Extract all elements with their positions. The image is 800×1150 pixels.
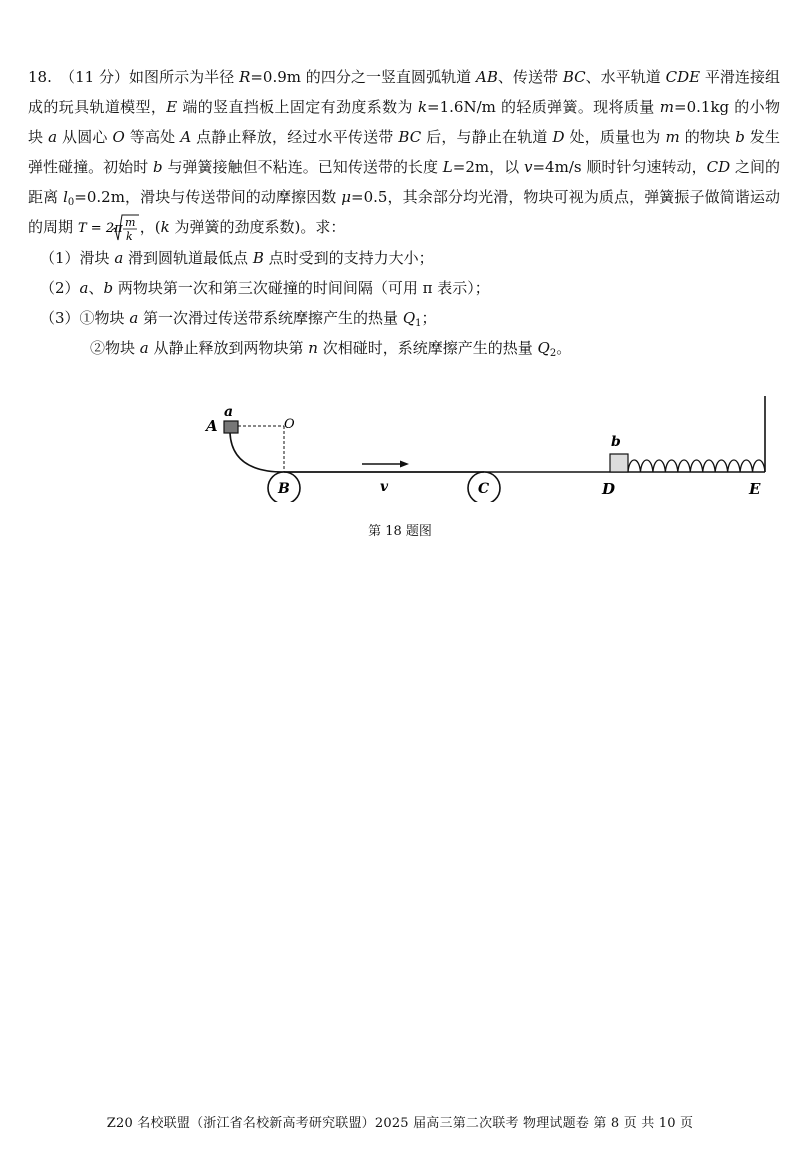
- italic-symbol: a: [48, 128, 58, 146]
- italic-symbol: b: [735, 128, 745, 146]
- italic-symbol: m: [665, 128, 680, 146]
- subscript: 0: [67, 197, 75, 208]
- period-formula: [78, 213, 140, 244]
- italic-symbol: a: [79, 279, 89, 298]
- italic-symbol: BC: [562, 68, 586, 86]
- italic-symbol: B: [252, 249, 264, 268]
- formula-lhs: T = 2π: [77, 220, 123, 236]
- italic-symbol: n: [308, 339, 318, 358]
- italic-symbol: R: [239, 68, 251, 86]
- label-B: B: [278, 481, 290, 497]
- italic-symbol: a: [139, 339, 149, 358]
- italic-symbol: b: [103, 279, 114, 298]
- label-D: D: [602, 480, 616, 498]
- italic-symbol: L: [442, 158, 453, 176]
- italic-symbol: a: [129, 309, 139, 328]
- block-a: [224, 421, 238, 433]
- problem-intro-text: （11 分）如图所示为半径 R=0.9m 的四分之一竖直圆弧轨道 AB、传送带 BC、水平轨道 CDE 平滑连接组成的玩具轨道模型，E 端的竖直挡板上固定有劲度系数为 k=1.6N/m 的轻质弹簧。现将质量 m=0.1kg 的小物块 a 从圆心 O 等高处 A 点静止释放，经过水平传送带 BC 后，与静止在轨道 D 处，质量也为 m 的物块 b 发生弹性碰撞。初始时 b 与弹簧接触但不粘连。已知传送带的长度 L=2m，以 v=4m/s 顺时针匀速转动，CD 之间的距离 $l_0=0.2m$，滑块与传送带间的动摩擦因数 μ=0.5，其余部分均光滑，物块可视为质点，弹簧振子做简谐运动的周期 T = 2π m k ，(k 为弹簧的劲度系数)。求：: [28, 68, 780, 243]
- italic-symbol: Q: [402, 309, 416, 328]
- problem-number: 18.: [28, 68, 52, 86]
- arc-track: [230, 433, 284, 472]
- label-C: C: [478, 481, 490, 497]
- italic-symbol: E: [166, 98, 178, 116]
- problem-18: [28, 62, 780, 363]
- label-A: A: [206, 417, 218, 435]
- label-E: E: [749, 480, 761, 498]
- label-a: a: [224, 404, 234, 420]
- track-figure: [200, 392, 780, 502]
- italic-symbol: k: [160, 218, 170, 236]
- italic-symbol: CD: [706, 158, 731, 176]
- question-3: （3）①物块 a 第一次滑过传送带系统摩擦产生的热量 $Q_1$；: [40, 309, 437, 330]
- block-b: [610, 454, 628, 472]
- italic-symbol: CDE: [665, 68, 701, 86]
- question-3-part-2: ②物块 a 从静止释放到两物块第 n 次相碰时，系统摩擦产生的热量 $Q_2$。: [90, 339, 572, 360]
- italic-symbol: BC: [398, 128, 422, 146]
- subscript: 1: [415, 318, 422, 330]
- question-2: （2）a、b 两物块第一次和第三次碰撞的时间间隔（可用 π 表示）；: [40, 279, 490, 298]
- label-b: b: [611, 434, 621, 450]
- velocity-arrowhead: [400, 461, 409, 468]
- italic-symbol: v: [524, 158, 533, 176]
- formula-numerator: m: [124, 215, 136, 229]
- label-v: v: [380, 479, 389, 495]
- label-O: O: [284, 417, 295, 432]
- italic-symbol: k: [417, 98, 428, 116]
- italic-symbol: Q: [537, 339, 550, 358]
- subscript: 2: [549, 348, 557, 360]
- italic-symbol: A: [180, 128, 192, 146]
- page-footer: Z20 名校联盟（浙江省名校新高考研究联盟）2025 届高三第二次联考 物理试题卷 第 8 页 共 10 页: [106, 1116, 694, 1131]
- italic-symbol: D: [552, 128, 565, 146]
- italic-symbol: l: [63, 188, 68, 206]
- italic-symbol: b: [153, 158, 163, 176]
- question-1: （1）滑块 a 滑到圆轨道最低点 B 点时受到的支持力大小；: [40, 249, 434, 268]
- formula-denominator: k: [125, 229, 133, 243]
- figure-caption: 第 18 题图: [368, 524, 432, 539]
- spring: [628, 460, 765, 472]
- italic-symbol: O: [112, 128, 125, 146]
- italic-symbol: AB: [475, 68, 498, 86]
- italic-symbol: a: [114, 249, 124, 268]
- italic-symbol: m: [659, 98, 675, 116]
- problem-intro: [28, 62, 780, 243]
- italic-symbol: μ: [341, 188, 352, 206]
